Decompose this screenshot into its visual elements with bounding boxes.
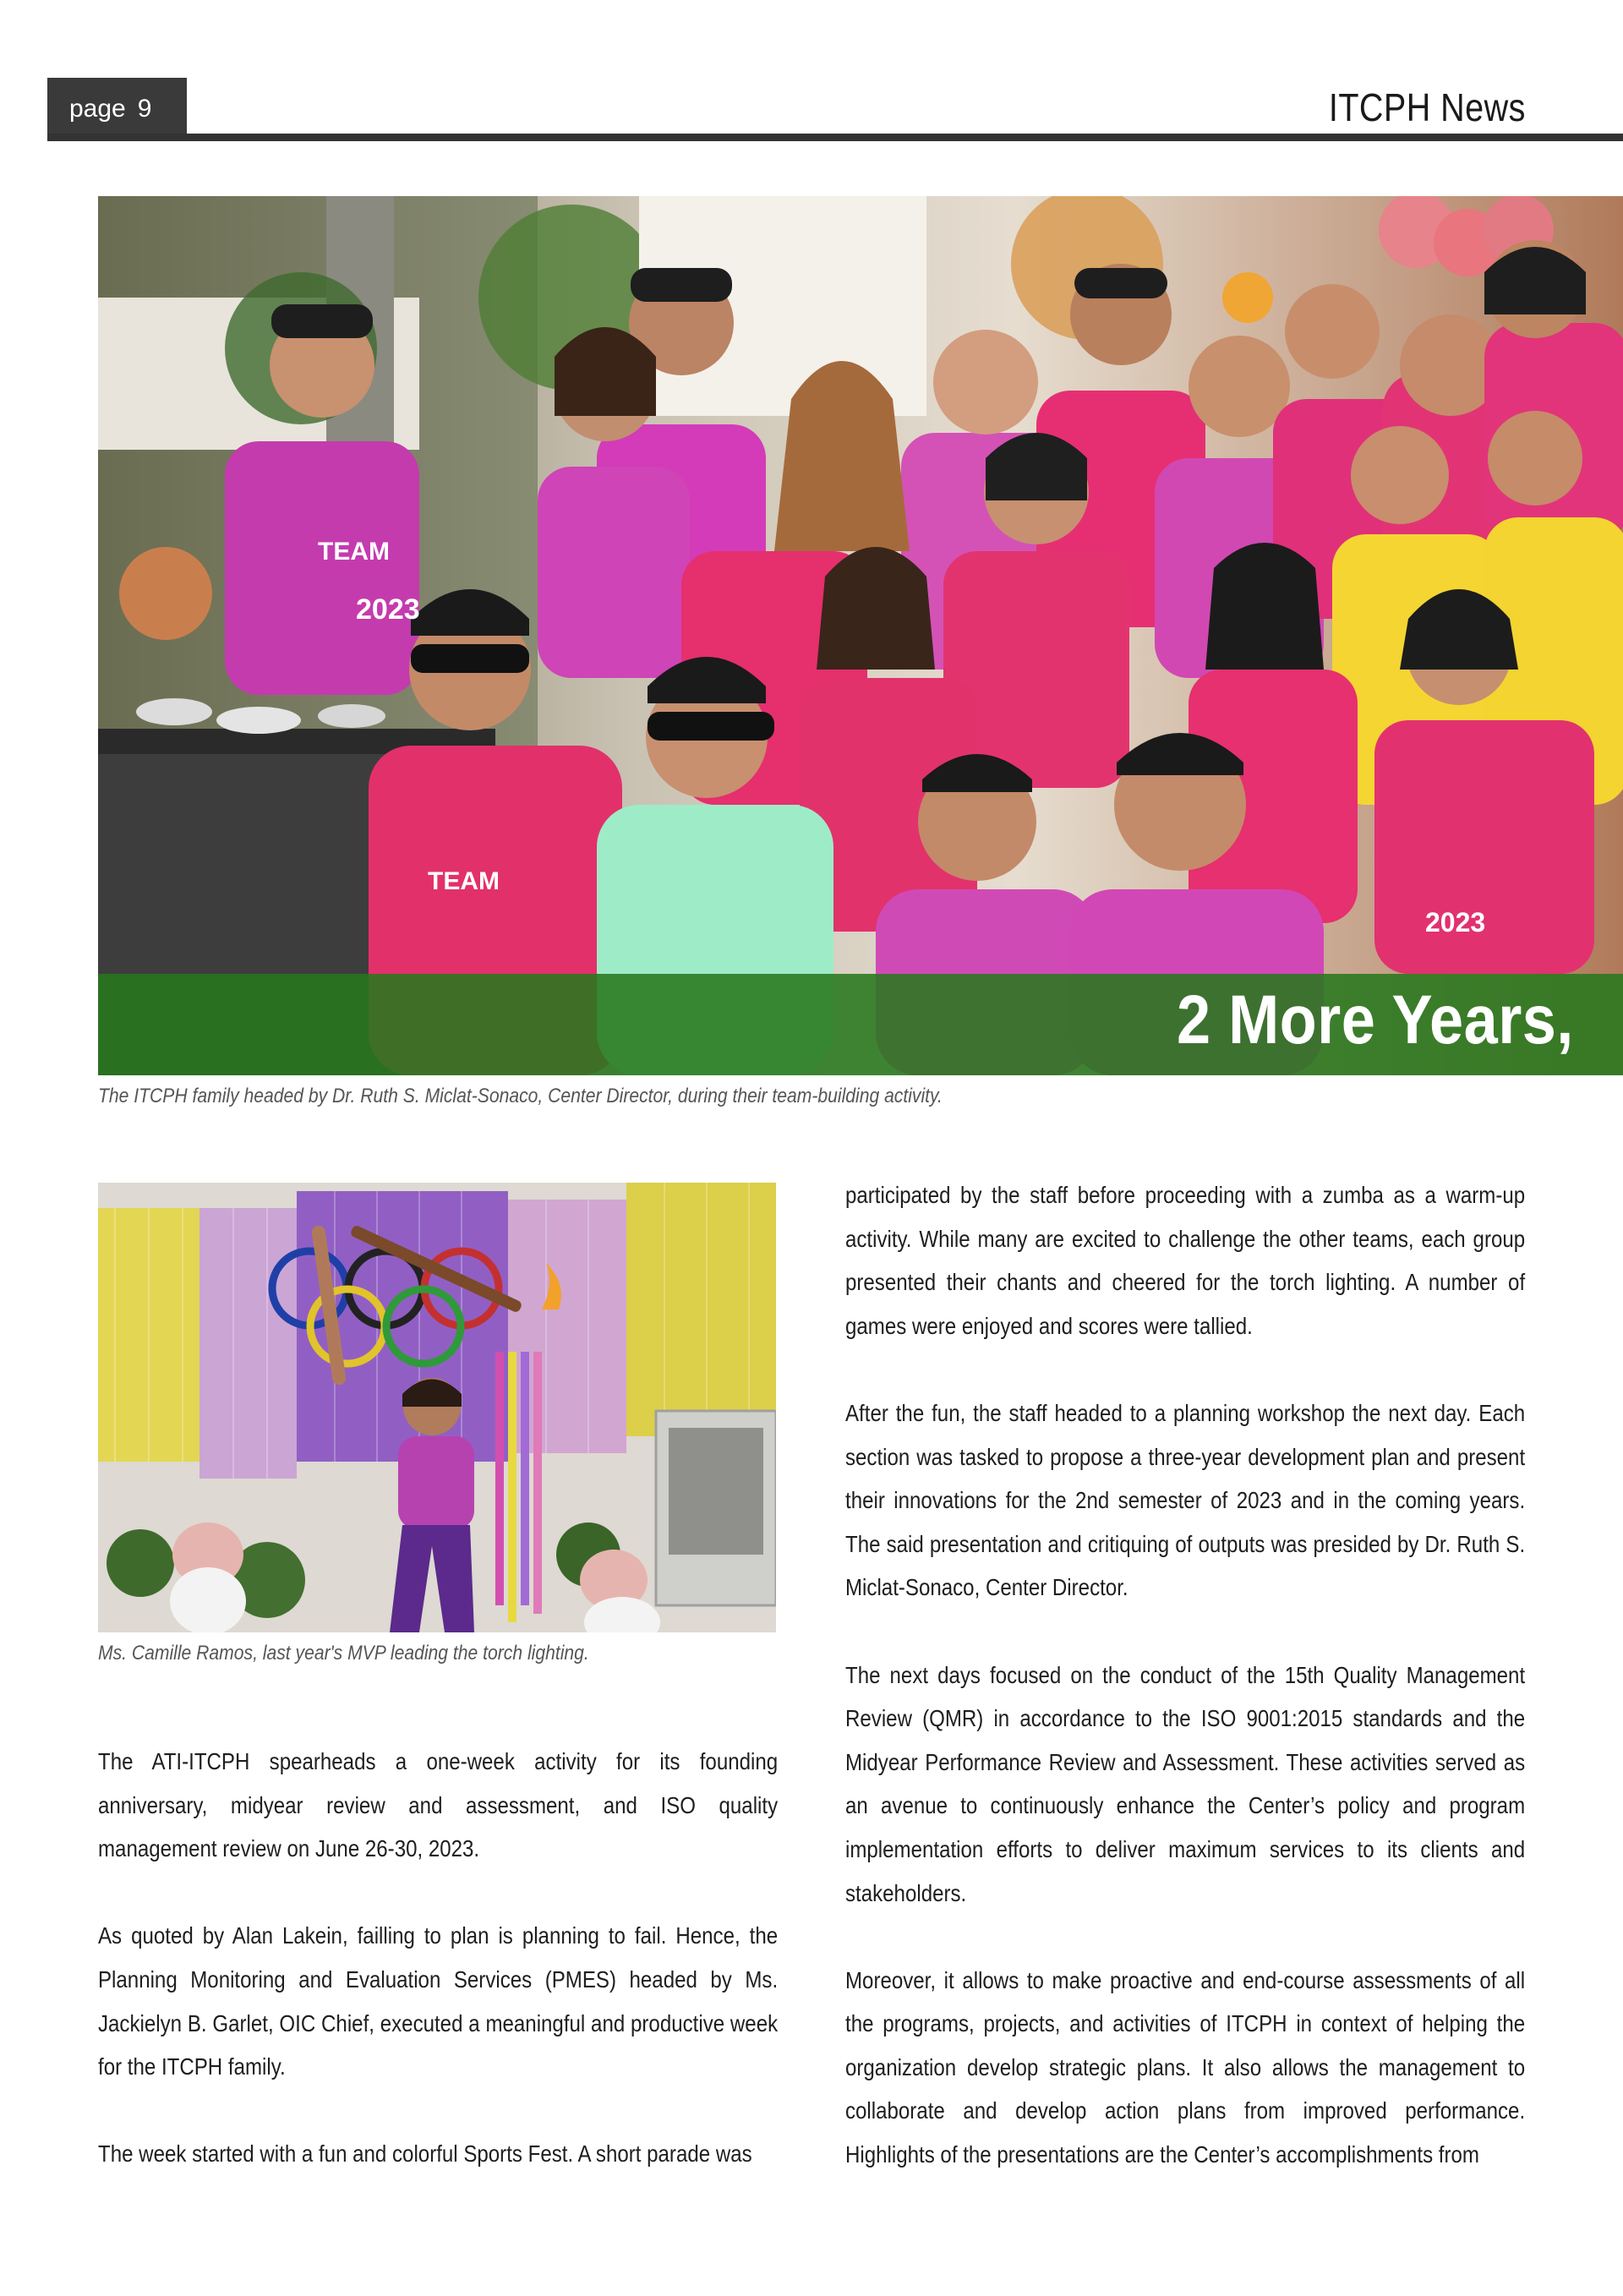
torch-photo-caption: Ms. Camille Ramos, last year's MVP leading the torch lighting. xyxy=(98,1642,589,1665)
article-paragraph: As quoted by Alan Lakein, failling to plan is planning to fail. Hence, the Planning Monitoring and Evaluation Services (PMES) headed by Ms. Jackielyn B. Garlet, OIC Chief, executed a meaningful and productive week for the ITCPH family. xyxy=(98,1922,779,2080)
headline: 2 More Years, xyxy=(1177,981,1574,1058)
hero-group-photo xyxy=(98,196,1623,1075)
article-paragraph: The next days focused on the conduct of the 15th Quality Management Review (QMR) in accordance to the ISO 9001:2015 standards and the Midyear Performance Review and Assessment. These activities served as an avenue to continuously enhance the Center’s policy and program implementation efforts to deliver maximum services to its clients and stakeholders. xyxy=(845,1661,1526,1906)
shirt-year: 2023 xyxy=(356,593,420,626)
article-left-column xyxy=(98,1740,778,2176)
publication-title: ITCPH News xyxy=(1329,85,1526,129)
shirt-text: TEAM xyxy=(428,867,500,895)
page-label: page xyxy=(69,95,126,123)
article-paragraph: The week started with a fun and colorful Sports Fest. A short parade was xyxy=(98,2140,752,2168)
header-rule xyxy=(47,134,1623,141)
article-paragraph: Moreover, it allows to make proactive and end-course assessments of all the programs, projects, and activities of ITCPH in context of helping the organization develop strategic plans. It also allows the management to collaborate and develop action plans from improved performance. Highlights of the presentations are the Center’s accomplishments from xyxy=(845,1966,1526,2168)
article-paragraph: The ATI-ITCPH spearheads a one-week activity for its founding anniversary, midyear review and assessment, and ISO quality management review on June 26-30, 2023. xyxy=(98,1748,779,1862)
page-number: 9 xyxy=(137,95,152,123)
shirt-year: 2023 xyxy=(1425,907,1486,938)
article-paragraph: participated by the staff before proceeding with a zumba as a warm-up activity. While many are excited to challenge the other teams, each group presented their chants and cheered for the torch lighting. A number of games were enjoyed and scores were tallied. xyxy=(845,1182,1526,1339)
page-number-tab xyxy=(47,78,187,140)
article-right-column xyxy=(845,1173,1525,2177)
torch-lighting-photo xyxy=(98,1183,776,1632)
article-paragraph: After the fun, the staff headed to a planning workshop the next day. Each section was tasked to propose a three-year development plan and present their innovations for the 2nd semester of 2023 and in the coming years. The said presentation and critiquing of outputs was presided by Dr. Ruth S. Miclat-Sonaco, Center Director. xyxy=(845,1399,1526,1601)
hero-caption: The ITCPH family headed by Dr. Ruth S. Miclat-Sonaco, Center Director, during their team-building activity. xyxy=(98,1085,943,1107)
shirt-text: TEAM xyxy=(318,538,390,566)
